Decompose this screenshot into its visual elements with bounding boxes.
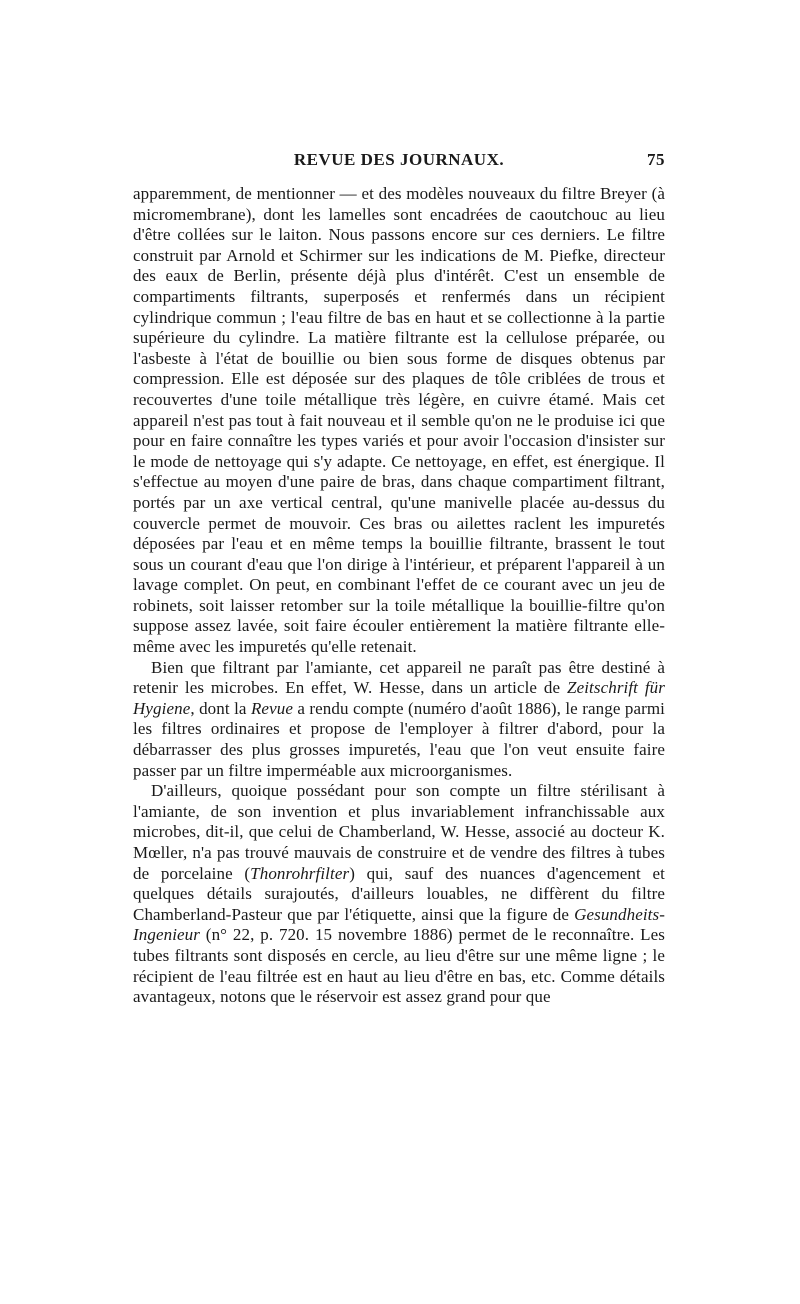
journal-title-italic: Revue (250, 698, 293, 718)
text-run: apparemment, de mentionner — et des modèles nouveaux du filtre Breyer (à micromembrane), dont les lamelles sont encadrées de caoutchouc au lieu d'être collées sur le laiton. Nous passons encore sur ces derniers. Le filtre construit par Arnold et Schirmer sur les indications de M. Piefke, directeur des eaux de Berlin, présente déjà plus d'intérêt. C'est un ensemble de compartiments filtrants, superposés et renfermés dans un récipient cylindrique commun ; l'eau filtre de bas en haut et se collectionne à la partie supérieure du cylindre. La matière filtrante est la cellulose préparée, ou l'asbeste à l'état de bouillie ou bien sous forme de disques obtenus par compression. Elle est déposée sur des plaques de tôle criblées de trous et recouvertes d'une toile métallique très légère, en cuivre étamé. Mais cet appareil n'est pas tout à fait nouveau et il semble qu'on ne le produise ici que pour en faire connaître les types variés et pour avoir l'occasion d'insister sur le mode de nettoyage qui s'y adapte. Ce nettoyage, en effet, est énergique. Il s'effectue au moyen d'une paire de bras, dans chaque compartiment filtrant, portés par un axe vertical central, qu'une manivelle placée au-dessus du couvercle permet de mouvoir. Ces bras ou ailettes raclent les impuretés déposées par l'eau et en même temps la bouillie filtrante, brassent le tout sous un courant d'eau que l'on dirige à l'intérieur, et préparent l'appareil à un lavage complet. On peut, en combinant l'effet de ce courant avec un jeu de robinets, soit laisser retomber sur la toile métallique la bouillie-filtre qu'on suppose assez lavée, soit faire écouler entièrement la matière filtrante elle-même avec les impuretés qu'elle retenait. (133, 184, 665, 657)
paragraph-3 (133, 781, 665, 1008)
running-head (133, 150, 665, 174)
text-run: Bien que filtrant par l'amiante, cet appareil ne paraît pas être destiné à retenir les microbes. En effet, W. Hesse, dans un article de (133, 657, 665, 698)
paragraph-2 (133, 658, 665, 782)
text-run: , dont la (190, 698, 251, 718)
paragraph-1 (133, 184, 665, 658)
page-number: 75 (647, 150, 665, 169)
text-run: ) qui, sauf des nuances d'agencement et quelques détails surajoutés, d'ailleurs louables, ne diffèrent du filtre Chamberland-Pasteur que par l'étiquette, ainsi que la figure de (133, 863, 665, 924)
document-page (133, 150, 665, 1008)
running-title: REVUE DES JOURNAUX. (293, 150, 505, 169)
text-run: D'ailleurs, quoique possédant pour son compte un filtre stérilisant à l'amiante, de son invention et plus invariablement infranchissable aux microbes, dit-il, que celui de Chamberland, W. Hesse, associé au docteur K. Mœller, n'a pas trouvé mauvais de construire et de vendre des filtres à tubes de porcelaine ( (133, 781, 665, 883)
body-text (133, 184, 665, 1008)
journal-title-italic: Gesundheits-Ingenieur (133, 904, 665, 945)
journal-title-italic: Zeitschrift für Hygiene (133, 678, 665, 718)
term-italic: Thonrohrfilter (250, 863, 350, 883)
text-run: (n° 22, p. 720. 15 novembre 1886) permet de le reconnaître. Les tubes filtrants sont disposés en cercle, au lieu d'être sur une même ligne ; le récipient de l'eau filtrée est en haut au lieu d'être en bas, etc. Comme détails avantageux, notons que le réservoir est assez grand pour que (133, 925, 665, 1007)
text-run: a rendu compte (numéro d'août 1886), le range parmi les filtres ordinaires et propose de l'employer à filtrer d'abord, pour la débarrasser des plus grosses impuretés, l'eau que l'on veut ensuite faire passer par un filtre imperméable aux microorganismes. (133, 698, 665, 780)
